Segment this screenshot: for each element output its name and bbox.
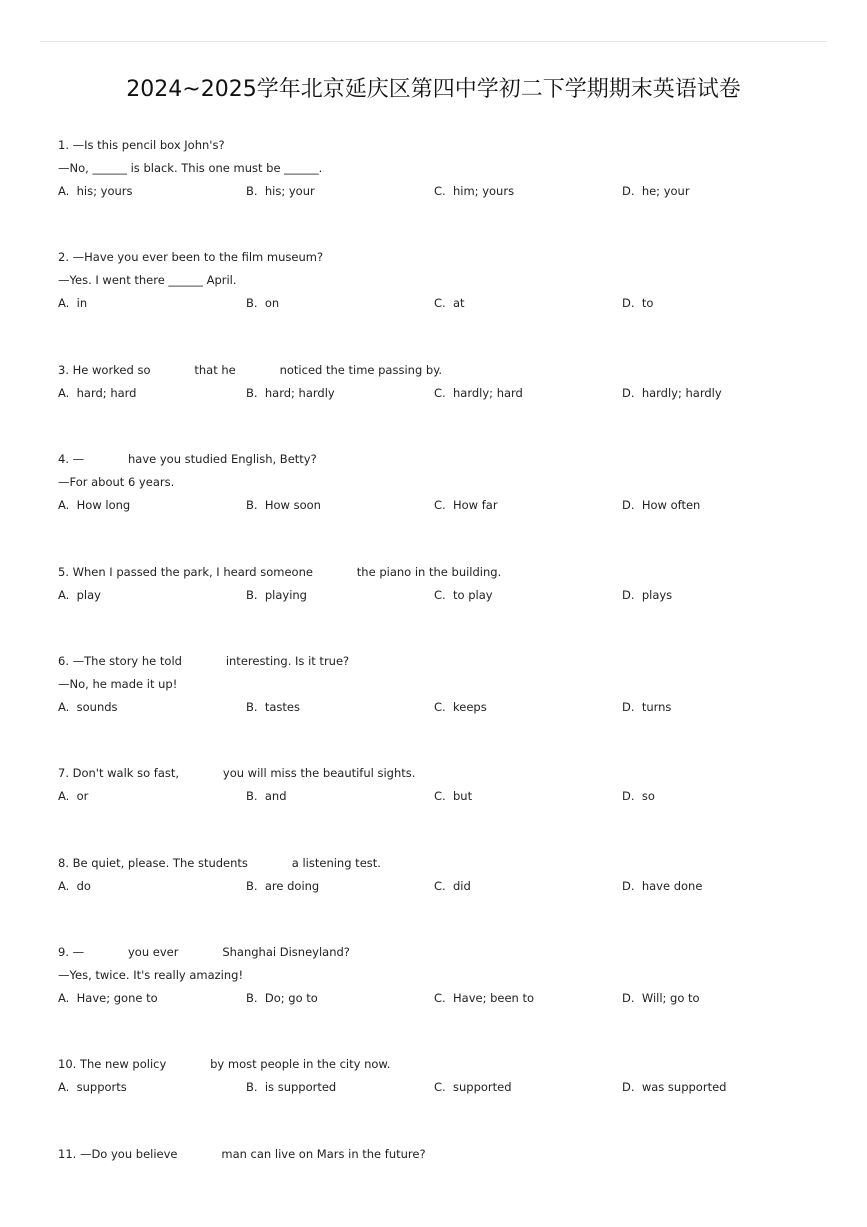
question-text: 6. —The story he told interesting. Is it true? [58, 654, 350, 668]
option-b[interactable]: B. his; your [246, 184, 315, 198]
option-c[interactable]: C. How far [434, 498, 498, 512]
question-text: 4. — have you studied English, Betty? [58, 452, 317, 466]
option-c[interactable]: C. Have; been to [434, 991, 535, 1005]
question-text: 5. When I passed the park, I heard someone the piano in the building. [58, 565, 502, 579]
option-d[interactable]: D. to [622, 296, 654, 310]
option-c[interactable]: C. supported [434, 1080, 512, 1094]
option-d[interactable]: D. turns [622, 700, 672, 714]
question-2 [58, 246, 838, 315]
question-11 [58, 1143, 838, 1166]
option-a[interactable]: A. or [58, 789, 89, 803]
question-text: —For about 6 years. [58, 475, 175, 489]
options-row [58, 494, 838, 517]
option-a[interactable]: A. sounds [58, 700, 118, 714]
page-title: 2024~2025学年北京延庆区第四中学初二下学期期末英语试卷 [126, 77, 741, 102]
question-6 [58, 650, 838, 719]
option-a[interactable]: A. hard; hard [58, 386, 137, 400]
option-b[interactable]: B. tastes [246, 700, 300, 714]
option-b[interactable]: B. on [246, 296, 280, 310]
option-a[interactable]: A. play [58, 588, 101, 602]
option-c[interactable]: C. him; yours [434, 184, 515, 198]
option-c[interactable]: C. at [434, 296, 465, 310]
question-text: 2. —Have you ever been to the film museum? [58, 250, 324, 264]
options-row [58, 785, 838, 808]
question-4 [58, 448, 838, 517]
option-d[interactable]: D. so [622, 789, 655, 803]
question-text: 8. Be quiet, please. The students a listening test. [58, 856, 381, 870]
option-c[interactable]: C. to play [434, 588, 493, 602]
question-text: 10. The new policy by most people in the city now. [58, 1057, 391, 1071]
option-d[interactable]: D. he; your [622, 184, 690, 198]
question-text: 3. He worked so that he noticed the time passing by. [58, 363, 443, 377]
options-row [58, 382, 838, 405]
option-c[interactable]: C. did [434, 879, 471, 893]
question-text: —Yes. I went there ______ April. [58, 273, 237, 287]
option-c[interactable]: C. hardly; hard [434, 386, 523, 400]
question-5 [58, 561, 838, 607]
option-d[interactable]: D. Will; go to [622, 991, 700, 1005]
option-c[interactable]: C. keeps [434, 700, 487, 714]
options-row [58, 987, 838, 1010]
option-a[interactable]: A. supports [58, 1080, 127, 1094]
option-d[interactable]: D. hardly; hardly [622, 386, 722, 400]
option-c[interactable]: C. but [434, 789, 473, 803]
question-text: 1. —Is this pencil box John's? [58, 138, 225, 152]
question-text: 9. — you ever Shanghai Disneyland? [58, 945, 350, 959]
option-b[interactable]: B. How soon [246, 498, 321, 512]
option-a[interactable]: A. in [58, 296, 88, 310]
option-a[interactable]: A. his; yours [58, 184, 133, 198]
options-row [58, 1076, 838, 1099]
option-b[interactable]: B. and [246, 789, 287, 803]
options-row [58, 875, 838, 898]
option-d[interactable]: D. plays [622, 588, 673, 602]
options-row [58, 180, 838, 203]
option-d[interactable]: D. have done [622, 879, 703, 893]
option-b[interactable]: B. playing [246, 588, 307, 602]
option-d[interactable]: D. was supported [622, 1080, 727, 1094]
question-text: 7. Don't walk so fast, you will miss the beautiful sights. [58, 766, 416, 780]
option-d[interactable]: D. How often [622, 498, 701, 512]
question-8 [58, 852, 838, 898]
question-text: —No, ______ is black. This one must be ______. [58, 161, 323, 175]
options-row [58, 584, 838, 607]
option-b[interactable]: B. Do; go to [246, 991, 318, 1005]
question-7 [58, 762, 838, 808]
question-text: —Yes, twice. It's really amazing! [58, 968, 244, 982]
option-a[interactable]: A. How long [58, 498, 131, 512]
option-a[interactable]: A. do [58, 879, 91, 893]
question-text: 11. —Do you believe man can live on Mars in the future? [58, 1147, 426, 1161]
header-divider [40, 41, 827, 42]
question-1 [58, 134, 838, 203]
options-row [58, 696, 838, 719]
question-3 [58, 359, 838, 405]
option-b[interactable]: B. hard; hardly [246, 386, 335, 400]
option-b[interactable]: B. is supported [246, 1080, 337, 1094]
question-9 [58, 941, 838, 1010]
question-10 [58, 1053, 838, 1099]
options-row [58, 292, 838, 315]
option-a[interactable]: A. Have; gone to [58, 991, 158, 1005]
question-text: —No, he made it up! [58, 677, 178, 691]
option-b[interactable]: B. are doing [246, 879, 320, 893]
